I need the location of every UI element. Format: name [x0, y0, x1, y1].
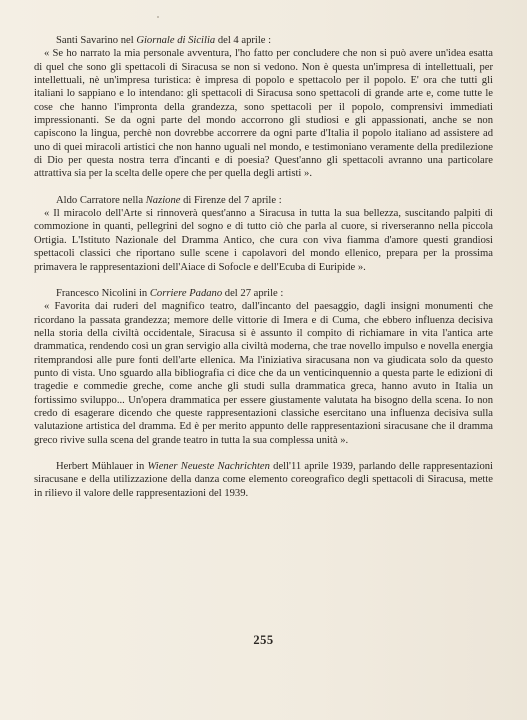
source-title: Nazione: [145, 194, 181, 206]
citation-savarino: Santi Savarino nel Giornale di Sicilia del 4 aprile :: [56, 35, 272, 46]
quote-carratore: « Il miracolo dell'Arte si rinnoverà quest'anno a Siracusa in tutta la sua bellezza, suscitando palpiti di commozione in quanti, pellegrini del sogno e di tutto ciò che parla al cuore, si riverseranno nella piccola Ortigia. L'Istituto Nazionale del Dramma Antico, che cura con viva fiamma d'amore questi grandiosi spettacoli classici che riportano sulle scene i capolavori del mondo ellenico, prepara per la prossima primavera le rappresentazioni dell'Aiace di Sofocle e dell'Ecuba di Euripide ».: [34, 208, 493, 273]
source-title: Corriere Padano: [149, 287, 223, 299]
page-number: 255: [253, 633, 274, 647]
citation-carratore: Aldo Carratore nella Nazione di Firenze del 7 aprile :: [56, 194, 282, 206]
citation-muhlauer: Herbert Mühlauer in Wiener Neueste Nachrichten dell'11 aprile 1939, parlando delle rappresentazioni siracusane e della utilizzazione della danza come elemento coreografico degli spettacoli di Siracusa, mette in rilievo il valore delle rappresentazioni del 1939.: [34, 460, 493, 499]
source-title: Wiener Neueste Nachrichten: [147, 460, 270, 472]
citation-nicolini: Francesco Nicolini in Corriere Padano del 27 aprile :: [56, 287, 284, 299]
source-title: Giornale di Sicilia: [136, 35, 216, 46]
body-text: [34, 34, 493, 500]
quote-savarino: « Se ho narrato la mia personale avventura, l'ho fatto per concludere che non si può avere un'idea esatta di quel che sono gli spettacoli di Siracusa se non si vedono. Non è questa un'impresa di intellettuali, per intellettuali, nè un'impresa turistica: è impresa di popolo e spettacolo per il popolo. E' ora che tutti gli italiani lo sappiano e lo intendano: gli spettacoli di Siracusa sono spettacoli di grande arte e, come tutte le cose che hanno l'impronta della grandezza, sono spettacoli per il popolo, comprensivi immediati impressionanti. Se da ogni parte del mondo accorrono gli studiosi e gli appassionati, anche se non capiscono la lingua, perchè non dovrebbe accorrere da ogni parte d'Italia il popolo italiano ad assistere ad uno di quei miracoli artistici che non hanno uguali nel mondo, e testimoniano veramente della predilezione di Dio per questa nostra terra d'incanti e di poesia? Quest'anno gli spettacoli avranno una particolare attrattiva sia per la scelta delle opere che per quella degli artisti ».: [34, 48, 493, 180]
paper-speck: [157, 16, 159, 18]
quote-nicolini: « Favorita dai ruderi del magnifico teatro, dall'incanto del paesaggio, dagli insigni monumenti che ricordano la passata grandezza; memore delle vittorie di Imera e di Cuma, che ebbero influenza decisiva nella storia della civiltà occidentale, Siracusa si è assunto il compito di richiamare in vita l'antica arte drammatica, rendendo così un gran servigio alla civiltà moderna, che trae novello impulso e novella energia ritemprandosi alle pure fonti dell'arte ellenica. Ma l'iniziativa siracusana non va giudicata solo da questo punto di vista. Uno sguardo alla bibliografia ci dice che da un venticinquennio a questa parte le edizioni di tragedie e commedie greche, come anche gli studi sulla drammatica greca, hanno avuto in Italia un fortissimo sviluppo... Un'opera drammatica per essere giustamente valutata ha bisogno della scena. Io non credo di esagerare dicendo che queste rappresentazioni classiche esercitano una influenza decisiva sulla valutazione artistica del dramma. Ed è per merito appunto delle rappresentazioni siracusane che il dramma greco rivive sulla scena del grande teatro in tutta la sua complessa unità ».: [34, 301, 493, 446]
